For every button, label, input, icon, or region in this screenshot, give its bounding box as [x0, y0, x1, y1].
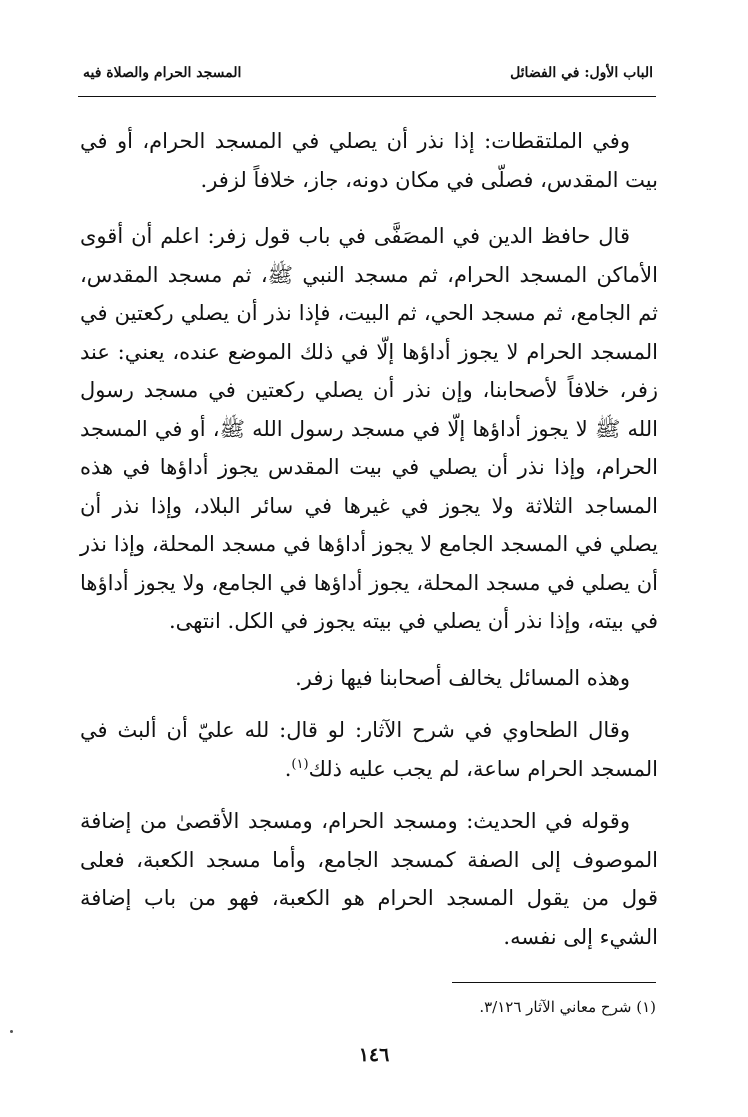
- header-divider: [78, 96, 656, 97]
- header-right-title: المسجد الحرام والصلاة فيه: [83, 65, 242, 81]
- page-number: ١٤٦: [358, 1044, 390, 1066]
- scan-speck: [10, 1030, 13, 1033]
- paragraph-text: وقال الطحاوي في شرح الآثار: لو قال: لله عليّ أن ألبث في المسجد الحرام ساعة، لم يجب عليه ذلك: [80, 718, 658, 781]
- paragraph-end: .: [284, 756, 292, 781]
- paragraph: وهذه المسائل يخالف أصحابنا فيها زفر.: [295, 665, 630, 690]
- header-left-title: الباب الأول: في الفضائل: [510, 65, 653, 81]
- running-header: [83, 60, 653, 86]
- main-text: [80, 122, 658, 974]
- footnote-reference: (١): [291, 756, 309, 772]
- paragraph: وفي الملتقطات: إذا نذر أن يصلي في المسجد الحرام، أو في بيت المقدس، فصلّى في مكان دونه، جاز، خلافاً لزفر.: [80, 129, 658, 192]
- footnote: (١) شرح معاني الآثار ٣/١٢٦.: [479, 998, 656, 1016]
- tahawi-paragraph: [80, 711, 658, 788]
- footnote-divider: [452, 982, 656, 983]
- paragraph: قال حافظ الدين في المصَفَّى في باب قول زفر: اعلم أن أقوى الأماكن المسجد الحرام، ثم مسجد النبي ﷺ، ثم مسجد المقدس، ثم الجامع، ثم مسجد الحي، ثم البيت، فإذا نذر أن يصلي ركعتين في المسجد الحرام لا يجوز أداؤها إلّا في ذلك الموضع عنده، يعني: عند زفر، خلافاً لأصحابنا، وإن نذر أن يصلي ركعتين في مسجد رسول الله ﷺ لا يجوز أداؤها إلّا في مسجد رسول الله ﷺ، أو في المسجد الحرام، وإذا نذر أن يصلي في بيت المقدس يجوز أداؤها في هذه المساجد الثلاثة ولا يجوز في غيرها في سائر البلاد، وإذا نذر أن يصلي في المسجد الجامع لا يجوز أداؤها في مسجد المحلة، وإذا نذر أن يصلي في مسجد المحلة، يجوز أداؤها في الجامع، ولا يجوز أداؤها في بيته، وإذا نذر أن يصلي في بيته يجوز في الكل. انتهى.: [80, 224, 658, 633]
- paragraph: وقوله في الحديث: ومسجد الحرام، ومسجد الأقصىٰ من إضافة الموصوف إلى الصفة كمسجد الجامع، وأما مسجد الكعبة، فعلى قول من يقول المسجد الحرام هو الكعبة، فهو من باب إضافة الشيء إلى نفسه.: [80, 809, 658, 949]
